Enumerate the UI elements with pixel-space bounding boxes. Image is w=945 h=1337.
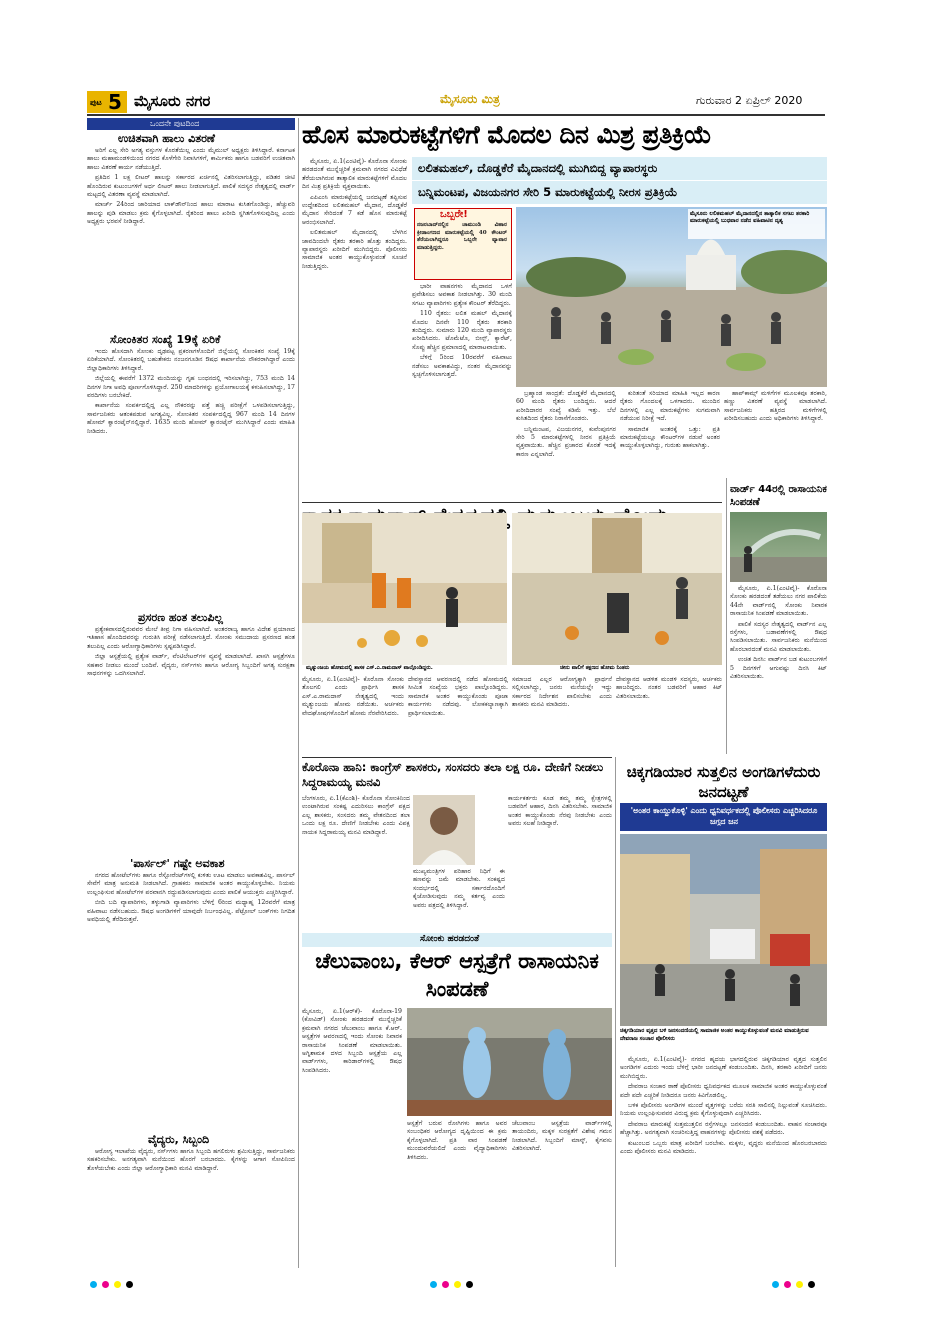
corona-col-3: ಕಾರ್ಯಕರ್ತರು ಕೂಡ ತಮ್ಮ ತಮ್ಮ ಕ್ಷೇತ್ರಗಳಲ್ಲಿ ಬಡವರಿಗೆ ಆಹಾರ, ದಿನಸಿ ವಿತರಿಸಬೇಕು. ಸಾಮಾಜಿಕ ಅಂತರ ಕಾಯ್ದುಕೊಂಡು ನೆರವು ನೀಡಬೇಕು ಎಂದು ಅವರು ಸಲಹೆ ನೀಡಿದ್ದಾರೆ. xyxy=(508,795,612,828)
yellow-dot xyxy=(114,1281,121,1288)
hospital-col-3: ಚೆಲುವಾಂಬ ಆಸ್ಪತ್ರೆಯ ವಾರ್ಡ್‌ಗಳಲ್ಲಿ ತಾಯಂದಿರು, ಮಕ್ಕಳ ಸುರಕ್ಷತೆಗೆ ವಿಶೇಷ ಗಮನ ನೀಡಲಾಗಿದೆ. ಸಿಬ್ಬಂದಿಗೆ ಮಾಸ್ಕ್, ಕೈಗವಸು ವಿತರಿಸಲಾಗಿದೆ. xyxy=(512,1120,612,1153)
homa-col-2: ದೇವಸ್ಥಾನದ ಆವರಣದಲ್ಲಿ ನಡೆದ ಹೋಮದಲ್ಲಿ ಸೀಮಿತ ಸಂಖ್ಯೆಯ ಭಕ್ತರು ಪಾಲ್ಗೊಂಡಿದ್ದರು. ಸಾಮಾಜಿಕ ಅಂತರ ಕಾಯ್ದುಕೊಂಡು ಪೂಜಾ ಕಾರ್ಯಗಳು ನಡೆದವು. ಲೋಕಕಲ್ಯಾಣಕ್ಕಾಗಿ ಪ್ರಾರ್ಥಿಸಲಾಯಿತು. xyxy=(408,676,508,717)
left-head-2: ಸೋಂಕಿತರ ಸಂಖ್ಯೆ 19ಕ್ಕೆ ಏರಿಕೆ xyxy=(110,333,221,346)
masthead-logo: ಮೈಸೂರು ಮಿತ್ರ xyxy=(440,92,500,106)
hospital-col-1: ಮೈಸೂರು, ಏ.1(ಆರ್‌ಕೆ)- ಕೊರೊನಾ-19 (ಕೋವಿಡ್) ಸೋಂಕು ಹರಡದಂತೆ ಮುನ್ನೆಚ್ಚರಿಕೆ ಕ್ರಮವಾಗಿ ನಗರದ ಚೆಲುವಾಂಬ ಹಾಗೂ ಕೆ.ಆರ್. ಆಸ್ಪತ್ರೆಗಳ ಆವರಣದಲ್ಲಿ ಇಂದು ಸೋಂಕು ನಿವಾರಕ ರಾಸಾಯನಿಕ ಸಿಂಪಡಣೆ ಮಾಡಲಾಯಿತು. ಅಗ್ನಿಶಾಮಕ ದಳದ ಸಿಬ್ಬಂದಿ ಆಸ್ಪತ್ರೆಯ ಎಲ್ಲ ವಾರ್ಡ್‌ಗಳು, ಕಾರಿಡಾರ್‌ಗಳಲ್ಲಿ ಔಷಧ ಸಿಂಪಡಿಸಿದರು. xyxy=(302,1008,402,1074)
corona-col-1: ಬೆಂಗಳೂರು, ಏ.1(ಕೆಎಂಶಿ)- ಕೊರೊನಾ ಸೋಂಕಿನಿಂದ ಉಂಟಾಗಿರುವ ಸಂಕಷ್ಟ ಎದುರಿಸಲು ಕಾಂಗ್ರೆಸ್ ಪಕ್ಷದ ಎಲ್ಲ ಶಾಸಕರು, ಸಂಸದರು ತಮ್ಮ ವೇತನದಿಂದ ತಲಾ ಒಂದು ಲಕ್ಷ ರೂ. ದೇಣಿಗೆ ನೀಡಬೇಕು ಎಂದು ವಿಪಕ್ಷ ನಾಯಕ ಸಿದ್ದರಾಮಯ್ಯ ಮನವಿ ಮಾಡಿದ್ದಾರೆ. xyxy=(302,795,410,836)
left-head-3: ಪ್ರಸರಣ ಹಂತ ತಲುಪಿಲ್ಲ xyxy=(138,611,223,624)
print-marks-left xyxy=(90,1273,138,1292)
magenta-dot xyxy=(784,1281,791,1288)
ward-headline: ವಾರ್ಡ್ 44ರಲ್ಲಿ ರಾಸಾಯನಿಕ ಸಿಂಪಡಣೆ xyxy=(730,484,827,508)
obbare-title: ಒಬ್ಬರೇ! xyxy=(440,209,468,220)
main-col-2: ಭಾರೀ ವಾಹನಗಳು ಮೈದಾನದ ಒಳಗೆ ಪ್ರವೇಶಿಸಲು ಅವಕಾಶ ನೀಡಲಾಗಿತ್ತು. 30 ಮಂದಿ ಸಗಟು ವ್ಯಾಪಾರಿಗಳು ಪ್ರತ್ಯೇಕ ಕೌಂಟರ್ ತೆರೆದಿದ್ದರು. 110 ರೈತರು: ಲಲಿತ ಮಹಲ್ ಮೈದಾನಕ್ಕೆ ಮೊದಲ ದಿನವೇ 110 ರೈತರು ತರಕಾರಿ ತಂದಿದ್ದರು. ಸುಮಾರು 120 ಮಂದಿ ವ್ಯಾಪಾರಸ್ಥರು ಖರೀದಿಸಿದರು. ಟೊಮೆಟೊ, ಬೀನ್ಸ್, ಕ್ಯಾರೆಟ್, ಸೊಪ್ಪು ಹೆಚ್ಚಿನ ಪ್ರಮಾಣದಲ್ಲಿ ಮಾರಾಟವಾಯಿತು. ಬೆಳಿಗ್ಗೆ 5ರಿಂದ 10ರವರೆಗೆ ವಹಿವಾಟು ನಡೆಸಲು ಅವಕಾಶವಿದ್ದು, ನಂತರ ಮೈದಾನವನ್ನು ಸ್ವಚ್ಛಗೊಳಿಸಲಾಗುತ್ತದೆ. xyxy=(412,283,512,379)
main-bullet-2: ಬನ್ನಿಮಂಟಪ, ವಿಜಯನಗರ ಸೇರಿ 5 ಮಾರುಕಟ್ಟೆಯಲ್ಲಿ ನೀರಸ ಪ್ರತಿಕ್ರಿಯೆ xyxy=(418,185,678,199)
homa-photo-right xyxy=(512,513,722,665)
ward-photo xyxy=(730,512,827,582)
homa-photo-left xyxy=(302,513,507,665)
issue-date: ಗುರುವಾರ 2 ಏಪ್ರಿಲ್ 2020 xyxy=(696,94,803,107)
left-body-5: ಆರೋಗ್ಯ ಇಲಾಖೆಯ ವೈದ್ಯರು, ನರ್ಸ್‌ಗಳು ಹಾಗೂ ಸಿಬ್ಬಂದಿ ಹಗಲಿರುಳು ಶ್ರಮಿಸುತ್ತಿದ್ದು, ಸಾರ್ವಜನಿಕರು ಸಹಕರಿಸಬೇಕು. ಅನಗತ್ಯವಾಗಿ ಮನೆಯಿಂದ ಹೊರಗೆ ಬರಬಾರದು. ಕೈಗಳನ್ನು ಆಗಾಗ ಸೋಪಿನಿಂದ ತೊಳೆಯಬೇಕು ಎಂದು ಜಿಲ್ಲಾ ಆರೋಗ್ಯಾಧಿಕಾರಿ ಮನವಿ ಮಾಡಿದ್ದಾರೆ. xyxy=(87,1148,295,1172)
homa-caption-left: ಮೃತ್ಯುಂಜಯ ಹೋಮದಲ್ಲಿ ಶಾಸಕ ಎಸ್.ಎ.ರಾಮದಾಸ್ ಪಾಲ್ಗೊಂಡಿದ್ದರು. xyxy=(306,665,433,671)
ward-spray-scene xyxy=(730,512,827,582)
header-rule xyxy=(87,114,825,116)
main-bullet-1: ಲಲಿತಮಹಲ್, ದೊಡ್ಡಕೆರೆ ಮೈದಾನದಲ್ಲಿ ಮುಗಿಬಿದ್ದ ವ್ಯಾಪಾರಸ್ಥರು xyxy=(418,161,658,175)
street-scene xyxy=(620,834,827,1026)
homa-col-4: ದೇವಸ್ಥಾನದ ಆಡಳಿತ ಮಂಡಳಿ ಸದಸ್ಯರು, ಅರ್ಚಕರು ಹಾಜರಿದ್ದರು. ನಂತರ ಬಡವರಿಗೆ ಆಹಾರ ಕಿಟ್ ವಿತರಿಸಲಾಯಿತು. xyxy=(616,676,722,700)
homa-left-scene xyxy=(302,513,507,665)
portrait-icon xyxy=(413,795,475,865)
black-dot xyxy=(466,1281,473,1288)
left-body-2: ಇಂದು ಹೊಸದಾಗಿ ಸೋಂಕು ದೃಢಪಟ್ಟ ಪ್ರಕರಣಗಳೊಂದಿಗೆ ಜಿಲ್ಲೆಯಲ್ಲಿ ಸೋಂಕಿತರ ಸಂಖ್ಯೆ 19ಕ್ಕೆ ಏರಿಕೆಯಾಗಿದೆ. ಸೋಂಕಿತರಲ್ಲಿ ಬಹುತೇಕರು ನಂಜನಗೂಡಿನ ಔಷಧ ಕಾರ್ಖಾನೆಯ ನೌಕರರಾಗಿದ್ದಾರೆ ಎಂದು ಜಿಲ್ಲಾಧಿಕಾರಿಗಳು ತಿಳಿಸಿದ್ದಾರೆ. ಜಿಲ್ಲೆಯಲ್ಲಿ ಈವರೆಗೆ 1372 ಮಂದಿಯನ್ನು ಗೃಹ ಬಂಧನದಲ್ಲಿ ಇರಿಸಲಾಗಿದ್ದು, 753 ಮಂದಿ 14 ದಿನಗಳ ನಿಗಾ ಅವಧಿ ಪೂರ್ಣಗೊಳಿಸಿದ್ದಾರೆ. 250 ಮಾದರಿಗಳನ್ನು ಪ್ರಯೋಗಾಲಯಕ್ಕೆ ಕಳುಹಿಸಲಾಗಿದ್ದು, 17 ವರದಿಗಳು ಬರಬೇಕಿದೆ. ಕಾರ್ಖಾನೆಯ ಸಂಪರ್ಕದಲ್ಲಿದ್ದ ಎಲ್ಲ ನೌಕರರನ್ನು ಪತ್ತೆ ಹಚ್ಚಿ ಪರೀಕ್ಷೆಗೆ ಒಳಪಡಿಸಲಾಗುತ್ತಿದ್ದು, ಸಾರ್ವಜನಿಕರು ಆತಂಕಪಡುವ ಅಗತ್ಯವಿಲ್ಲ. ಸೋಂಕಿತರ ಸಂಪರ್ಕದಲ್ಲಿದ್ದ 967 ಮಂದಿ 14 ದಿನಗಳ ಹೋಮ್ ಕ್ವಾರಂಟೈನ್‌ನಲ್ಲಿದ್ದಾರೆ. 1635 ಮಂದಿ ಹೋಮ್ ಕ್ವಾರಂಟೈನ್ ಮುಗಿಸಿದ್ದಾರೆ ಎಂದು ಮಾಹಿತಿ ನೀಡಿದರು. xyxy=(87,348,295,435)
page-label: ಪುಟ xyxy=(90,98,102,107)
left-kicker: ಒಂದನೇ ಪುಟದಿಂದ xyxy=(150,119,200,128)
magenta-dot xyxy=(102,1281,109,1288)
homa-right-scene xyxy=(512,513,722,665)
left-body-3: ಪ್ರತ್ಯೇಕವಾಸದಲ್ಲಿರುವವರ ಮೇಲೆ ತೀವ್ರ ನಿಗಾ ವಹಿಸಲಾಗಿದೆ. ಅಂತರರಾಜ್ಯ ಹಾಗೂ ವಿದೇಶ ಪ್ರಯಾಣದ ಇತಿಹಾಸ ಹೊಂದಿದವರನ್ನು ಗುರುತಿಸಿ ಪರೀಕ್ಷೆ ನಡೆಸಲಾಗುತ್ತಿದೆ. ಸೋಂಕು ಸಮುದಾಯ ಪ್ರಸರಣದ ಹಂತ ತಲುಪಿಲ್ಲ ಎಂದು ಆರೋಗ್ಯಾಧಿಕಾರಿಗಳು ಸ್ಪಷ್ಟಪಡಿಸಿದ್ದಾರೆ. ಜಿಲ್ಲಾ ಆಸ್ಪತ್ರೆಯಲ್ಲಿ ಪ್ರತ್ಯೇಕ ವಾರ್ಡ್, ವೆಂಟಿಲೇಟರ್‌ಗಳ ವ್ಯವಸ್ಥೆ ಮಾಡಲಾಗಿದೆ. ಖಾಸಗಿ ಆಸ್ಪತ್ರೆಗಳೂ ಸಹಕಾರ ನೀಡಲು ಮುಂದೆ ಬಂದಿವೆ. ವೈದ್ಯರು, ನರ್ಸ್‌ಗಳು ಹಾಗೂ ಆರೋಗ್ಯ ಸಿಬ್ಬಂದಿಗೆ ಅಗತ್ಯ ಸುರಕ್ಷತಾ ಸಾಧನಗಳನ್ನು ಒದಗಿಸಲಾಗಿದೆ. xyxy=(87,626,295,678)
market-caption: ಚಿಕ್ಕಗಡಿಯಾರ ವೃತ್ತದ ಬಳಿ ಜನಸಂದಣಿಯಲ್ಲಿ ಸಾಮಾಜಿಕ ಅಂತರ ಕಾಯ್ದುಕೊಳ್ಳುವಂತೆ ಮನವಿ ಮಾಡುತ್ತಿರುವ ದೇವರಾಜ ಸಂಚಾರ ಪೊಲೀಸರು xyxy=(620,1028,809,1042)
market-left-divider xyxy=(615,757,616,1267)
obbare-text: ನಜರಬಾದ್‌ನಲ್ಲಿನ ಚಾಮುಂಡಿ ವಿಹಾರ ಕ್ರೀಡಾಂಗಣದ ಮಾರುಕಟ್ಟೆಯಲ್ಲಿ 40 ಕೌಂಟರ್ ತೆರೆಯಲಾಗಿದ್ದರೂ ಒಬ್ಬರೇ ವ್ಯಾಪಾರ ಮಾಡುತ್ತಿದ್ದರು. xyxy=(417,222,507,251)
yellow-dot xyxy=(796,1281,803,1288)
main-col-3: ಬ್ರಹ್ಮಾಂಡ ಸಾಂದ್ರತೆ: ದೊಡ್ಡಕೆರೆ ಮೈದಾನದಲ್ಲಿ 60 ಮಂದಿ ರೈತರು ಬಂದಿದ್ದರು. ಆದರೆ ಖರೀದಿದಾರರ ಸಂಖ್ಯೆ ಕಡಿಮೆ ಇತ್ತು. ಬೆಲೆ ಕುಸಿತದಿಂದ ರೈತರು ನಿರಾಸೆಗೊಂಡರು. ಬನ್ನಿಮಂಟಪ, ವಿಜಯನಗರ, ಕುವೆಂಪುನಗರ ಸೇರಿ 5 ಮಾರುಕಟ್ಟೆಗಳಲ್ಲಿ ನೀರಸ ಪ್ರತಿಕ್ರಿಯೆ ವ್ಯಕ್ತವಾಯಿತು. ಹೆಚ್ಚಿನ ಪ್ರಚಾರದ ಕೊರತೆ ಇದಕ್ಕೆ ಕಾರಣ ಎನ್ನಲಾಗಿದೆ. xyxy=(516,390,616,458)
print-marks-center xyxy=(430,1273,478,1292)
main-col-4: ಕುರಿತಂತೆ ಸರಿಯಾದ ಮಾಹಿತಿ ಇಲ್ಲದ ಕಾರಣ ರೈತರು ಗೊಂದಲಕ್ಕೆ ಒಳಗಾದರು. ಮುಂದಿನ ದಿನಗಳಲ್ಲಿ ಎಲ್ಲ ಮಾರುಕಟ್ಟೆಗಳು ಸುಗಮವಾಗಿ ನಡೆಯುವ ನಿರೀಕ್ಷೆ ಇದೆ. ಸಾಮಾಜಿಕ ಅಂತರಕ್ಕೆ ಒತ್ತು: ಪ್ರತಿ ಮಾರುಕಟ್ಟೆಯಲ್ಲೂ ಕೌಂಟರ್‌ಗಳ ನಡುವೆ ಅಂತರ ಕಾಯ್ದುಕೊಳ್ಳಲಾಗಿದ್ದು, ಗುರುತು ಹಾಕಲಾಗಿತ್ತು. xyxy=(620,390,720,450)
homa-col-3: ಸಮಾಜದ ಎಲ್ಲರ ಆರೋಗ್ಯಕ್ಕಾಗಿ ಪ್ರಾರ್ಥನೆ ಸಲ್ಲಿಸಲಾಗಿದ್ದು, ಜನರು ಮನೆಯಲ್ಲೇ ಇದ್ದು ಸರ್ಕಾರದ ನಿರ್ದೇಶನ ಪಾಲಿಸಬೇಕು ಎಂದು ಶಾಸಕರು ಮನವಿ ಮಾಡಿದರು. xyxy=(512,676,612,709)
hospital-headline: ಚೆಲುವಾಂಬ, ಕೆಆರ್ ಆಸ್ಪತ್ರೆಗೆ ರಾಸಾಯನಿಕ ಸಿಂಪಡಣೆ xyxy=(315,949,599,1001)
market-sub: 'ಅಂತರ ಕಾಯ್ದುಕೊಳ್ಳಿ' ಎಂದು ಧ್ವನಿವರ್ಧಕದಲ್ಲಿ ಪೊಲೀಸರು ಎಚ್ಚರಿಸಿದರೂ ಜಗ್ಗದ ಜನ xyxy=(630,806,818,826)
market-body: ಮೈಸೂರು, ಏ.1(ಎಂಟಿವೈ)- ನಗರದ ಹೃದಯ ಭಾಗದಲ್ಲಿರುವ ಚಿಕ್ಕಗಡಿಯಾರ ವೃತ್ತದ ಸುತ್ತಲಿನ ಅಂಗಡಿಗಳ ಎದುರು ಇಂದು ಬೆಳಿಗ್ಗೆ ಭಾರೀ ಜನದಟ್ಟಣೆ ಕಂಡುಬಂದಿತು. ದಿನಸಿ, ತರಕಾರಿ ಖರೀದಿಗೆ ಜನರು ಮುಗಿಬಿದ್ದರು. ದೇವರಾಜ ಸಂಚಾರ ಠಾಣೆ ಪೊಲೀಸರು ಧ್ವನಿವರ್ಧಕದ ಮೂಲಕ ಸಾಮಾಜಿಕ ಅಂತರ ಕಾಯ್ದುಕೊಳ್ಳುವಂತೆ ಪದೇ ಪದೇ ಎಚ್ಚರಿಕೆ ನೀಡಿದರೂ ಜನರು ಕಿವಿಗೊಡಲಿಲ್ಲ. ಬಳಿಕ ಪೊಲೀಸರು ಅಂಗಡಿಗಳ ಮುಂದೆ ವೃತ್ತಗಳನ್ನು ಬರೆದು ಸರತಿ ಸಾಲಿನಲ್ಲಿ ನಿಲ್ಲುವಂತೆ ಸೂಚಿಸಿದರು. ನಿಯಮ ಉಲ್ಲಂಘಿಸುವವರ ವಿರುದ್ಧ ಕ್ರಮ ಕೈಗೊಳ್ಳುವುದಾಗಿ ಎಚ್ಚರಿಸಿದರು. ದೇವರಾಜ ಮಾರುಕಟ್ಟೆ ಸುತ್ತಮುತ್ತಲಿನ ರಸ್ತೆಗಳಲ್ಲೂ ಜನಸಂದಣಿ ಕಂಡುಬಂದಿತು. ವಾಹನ ಸಂಚಾರವೂ ಹೆಚ್ಚಾಗಿತ್ತು. ಅನಗತ್ಯವಾಗಿ ಸಂಚರಿಸುತ್ತಿದ್ದ ವಾಹನಗಳನ್ನು ಪೊಲೀಸರು ವಶಕ್ಕೆ ಪಡೆದರು. ಕುಟುಂಬದ ಒಬ್ಬರು ಮಾತ್ರ ಖರೀದಿಗೆ ಬರಬೇಕು. ಮಕ್ಕಳು, ವೃದ್ಧರು ಮನೆಯಿಂದ ಹೊರಬರಬಾರದು ಎಂದು ಪೊಲೀಸರು ಮನವಿ ಮಾಡಿದರು. xyxy=(620,1056,827,1156)
magenta-dot xyxy=(442,1281,449,1288)
left-head-5: ವೈದ್ಯರು, ಸಿಬ್ಬಂದಿ xyxy=(148,1133,210,1146)
main-col-5: ಹಾಪ್‌ಕಾಮ್ಸ್ ಮಳಿಗೆಗಳ ಮೂಲಕವೂ ತರಕಾರಿ, ಹಣ್ಣು ವಿತರಣೆ ವ್ಯವಸ್ಥೆ ಮಾಡಲಾಗಿದೆ. ಸಾರ್ವಜನಿಕರು ಹತ್ತಿರದ ಮಳಿಗೆಗಳಲ್ಲಿ ಖರೀದಿಸಬಹುದು ಎಂದು ಅಧಿಕಾರಿಗಳು ತಿಳಿಸಿದ್ದಾರೆ. xyxy=(724,390,827,423)
left-body-1: ಅರಿಗೆ ಎಲ್ಲ ಸೇರಿ ಅಗತ್ಯ ವಸ್ತುಗಳ ಕೊರತೆಯಿಲ್ಲ ಎಂದು ಮೈಮುಲ್ ಅಧ್ಯಕ್ಷರು ತಿಳಿಸಿದ್ದಾರೆ. ಕರ್ನಾಟಕ ಹಾಲು ಮಹಾಮಂಡಳಿಯಿಂದ ನಗರದ ಕೊಳೆಗೇರಿ ನಿವಾಸಿಗಳಿಗೆ, ಕಾರ್ಮಿಕರು ಹಾಗೂ ಬಡವರಿಗೆ ಉಚಿತವಾಗಿ ಹಾಲು ವಿತರಣೆ ಕಾರ್ಯ ನಡೆಯುತ್ತಿದೆ. ಪ್ರತಿದಿನ 1 ಲಕ್ಷ ಲೀಟರ್ ಹಾಲನ್ನು ಸರ್ಕಾರದ ಖರ್ಚಿನಲ್ಲಿ ವಿತರಿಸಲಾಗುತ್ತಿದ್ದು, ಪಡಿತರ ಚೀಟಿ ಹೊಂದಿರುವ ಕುಟುಂಬಗಳಿಗೆ ಅರ್ಧ ಲೀಟರ್ ಹಾಲು ನೀಡಲಾಗುತ್ತಿದೆ. ಪಾಲಿಕೆ ಸದಸ್ಯರ ನೇತೃತ್ವದಲ್ಲಿ ವಾರ್ಡ್ ಮಟ್ಟದಲ್ಲಿ ವಿತರಣಾ ವ್ಯವಸ್ಥೆ ಮಾಡಲಾಗಿದೆ. ಮಾರ್ಚ್ 24ರಿಂದ ಜಾರಿಯಾದ ಲಾಕ್‌ಡೌನ್‌ನಿಂದ ಹಾಲು ಮಾರಾಟ ಕುಸಿತಗೊಂಡಿದ್ದು, ಹೆಚ್ಚುವರಿ ಹಾಲನ್ನು ಪುಡಿ ಮಾಡಲು ಕ್ರಮ ಕೈಗೊಳ್ಳಲಾಗಿದೆ. ರೈತರಿಂದ ಹಾಲು ಖರೀದಿ ಸ್ಥಗಿತಗೊಳಿಸುವುದಿಲ್ಲ ಎಂದು ಅಧ್ಯಕ್ಷರು ಭರವಸೆ ನೀಡಿದ್ದಾರೆ. xyxy=(87,147,295,226)
market-headline: ಚಿಕ್ಕಗಡಿಯಾರ ಸುತ್ತಲಿನ ಅಂಗಡಿಗಳೆದುರು ಜನದಟ್ಟಣೆ xyxy=(626,763,821,801)
corona-col-2: ಮುಖ್ಯಮಂತ್ರಿಗಳ ಪರಿಹಾರ ನಿಧಿಗೆ ಈ ಹಣವನ್ನು ಜಮೆ ಮಾಡಬೇಕು. ಸಂಕಷ್ಟದ ಸಂದರ್ಭದಲ್ಲಿ ಸರ್ಕಾರದೊಂದಿಗೆ ಕೈಜೋಡಿಸುವುದು ನಮ್ಮ ಕರ್ತವ್ಯ ಎಂದು ಅವರು ಪತ್ರದಲ್ಲಿ ತಿಳಿಸಿದ್ದಾರೆ. xyxy=(413,868,505,909)
siddaramaiah-photo xyxy=(413,795,475,865)
yellow-dot xyxy=(454,1281,461,1288)
hospital-photo xyxy=(407,1008,612,1116)
market-street-photo xyxy=(620,834,827,1026)
corona-top-rule xyxy=(302,757,612,758)
main-photo-caption: ಮೈಸೂರು ಲಲಿತಮಹಲ್ ಮೈದಾನದಲ್ಲಿನ ತಾತ್ಕಾಲಿಕ ಸಗಟು ತರಕಾರಿ ಮಾರುಕಟ್ಟೆಯಲ್ಲಿ ಬುಧವಾರ ನಡೆದ ವಹಿವಾಟಿನ ದೃಶ್ಯ xyxy=(690,211,810,224)
section-title: ಮೈಸೂರು ನಗರ xyxy=(134,92,211,110)
ward-body: ಮೈಸೂರು, ಏ.1(ಎಂಟಿವೈ)- ಕೊರೊನಾ ಸೋಂಕು ಹರಡದಂತೆ ತಡೆಯಲು ನಗರ ಪಾಲಿಕೆಯ 44ನೇ ವಾರ್ಡ್‌ನಲ್ಲಿ ಸೋಂಕು ನಿವಾರಕ ರಾಸಾಯನಿಕ ಸಿಂಪಡಣೆ ಮಾಡಲಾಯಿತು. ಪಾಲಿಕೆ ಸದಸ್ಯರ ನೇತೃತ್ವದಲ್ಲಿ ವಾರ್ಡ್‌ನ ಎಲ್ಲ ರಸ್ತೆಗಳು, ಬಡಾವಣೆಗಳಲ್ಲಿ ಔಷಧ ಸಿಂಪಡಿಸಲಾಯಿತು. ಸಾರ್ವಜನಿಕರು ಮನೆಯಿಂದ ಹೊರಬಾರದಂತೆ ಮನವಿ ಮಾಡಲಾಯಿತು. ಉಚಿತ ದಿನಸಿ: ವಾರ್ಡ್‌ನ ಬಡ ಕುಟುಂಬಗಳಿಗೆ 5 ದಿನಗಳಿಗೆ ಆಗುವಷ್ಟು ದಿನಸಿ ಕಿಟ್ ವಿತರಿಸಲಾಯಿತು. xyxy=(730,585,827,681)
hospital-kicker: ಸೋಂಕು ಹರಡದಂತೆ xyxy=(420,934,480,944)
cyan-dot xyxy=(90,1281,97,1288)
print-marks-right xyxy=(772,1273,820,1292)
left-head-1: ಉಚಿತವಾಗಿ ಹಾಲು ವಿತರಣೆ xyxy=(118,132,215,145)
main-col-1: ಮೈಸೂರು, ಏ.1(ಎಂಟಿವೈ)- ಕೊರೊನಾ ಸೋಂಕು ಹರಡದಂತೆ ಮುನ್ನೆಚ್ಚರಿಕೆ ಕ್ರಮವಾಗಿ ನಗರದ ವಿವಿಧೆಡೆ ತೆರೆಯಲಾಗಿರುವ ತಾತ್ಕಾಲಿಕ ಮಾರುಕಟ್ಟೆಗಳಿಗೆ ಮೊದಲ ದಿನ ಮಿಶ್ರ ಪ್ರತಿಕ್ರಿಯೆ ವ್ಯಕ್ತವಾಯಿತು. ಎಪಿಎಂಸಿ ಮಾರುಕಟ್ಟೆಯಲ್ಲಿ ಜನದಟ್ಟಣೆ ತಪ್ಪಿಸುವ ಉದ್ದೇಶದಿಂದ ಲಲಿತಮಹಲ್ ಮೈದಾನ, ದೊಡ್ಡಕೆರೆ ಮೈದಾನ ಸೇರಿದಂತೆ 7 ಕಡೆ ಹೊಸ ಮಾರುಕಟ್ಟೆ ಆರಂಭಿಸಲಾಗಿದೆ. ಲಲಿತಮಹಲ್ ಮೈದಾನದಲ್ಲಿ ಬೆಳಗಿನ ಜಾವದಿಂದಲೇ ರೈತರು ತರಕಾರಿ ಹೊತ್ತು ತಂದಿದ್ದರು. ವ್ಯಾಪಾರಸ್ಥರು ಖರೀದಿಗೆ ಮುಗಿಬಿದ್ದರು. ಪೊಲೀಸರು ಸಾಮಾಜಿಕ ಅಂತರ ಕಾಯ್ದುಕೊಳ್ಳುವಂತೆ ಸೂಚನೆ ನೀಡುತ್ತಿದ್ದರು. xyxy=(302,158,407,270)
cyan-dot xyxy=(430,1281,437,1288)
corona-headline: ಕೊರೊನಾ ಹಾನಿ: ಕಾಂಗ್ರೆಸ್ ಶಾಸಕರು, ಸಂಸದರು ತಲಾ ಲಕ್ಷ ರೂ. ದೇಣಿಗೆ ನೀಡಲು ಸಿದ್ದರಾಮಯ್ಯ ಮನವಿ xyxy=(302,760,604,789)
homa-col-1: ಮೈಸೂರು, ಏ.1(ಎಂಟಿವೈ)- ಕೊರೊನಾ ಸೋಂಕು ತೊಲಗಲಿ ಎಂದು ಪ್ರಾರ್ಥಿಸಿ ಶಾಸಕ ಎಸ್.ಎ.ರಾಮದಾಸ್ ನೇತೃತ್ವದಲ್ಲಿ ಇಂದು ಮೃತ್ಯುಂಜಯ ಹೋಮ ನಡೆಯಿತು. ಅರ್ಚಕರು ವೇದಘೋಷಗಳೊಂದಿಗೆ ಹೋಮ ನೆರವೇರಿಸಿದರು. xyxy=(302,676,404,717)
homa-caption-right: ಚೀನು ಪಾಲಿಗೆ ತಕ್ಷಣದ ಹೋಮ ನಿಂತರು xyxy=(560,665,630,671)
left-column-divider xyxy=(298,118,299,1268)
left-body-4: ನಗರದ ಹೋಟೆಲ್‌ಗಳು ಹಾಗೂ ರೆಸ್ಟೋರೆಂಟ್‌ಗಳಲ್ಲಿ ಕುಳಿತು ಊಟ ಮಾಡಲು ಅವಕಾಶವಿಲ್ಲ. ಪಾರ್ಸಲ್ ಸೇವೆಗೆ ಮಾತ್ರ ಅನುಮತಿ ನೀಡಲಾಗಿದೆ. ಗ್ರಾಹಕರು ಸಾಮಾಜಿಕ ಅಂತರ ಕಾಯ್ದುಕೊಳ್ಳಬೇಕು. ನಿಯಮ ಉಲ್ಲಂಘಿಸುವ ಹೋಟೆಲ್‌ಗಳ ಪರವಾನಗಿ ರದ್ದುಪಡಿಸಲಾಗುವುದು ಎಂದು ಪಾಲಿಕೆ ಆಯುಕ್ತರು ಎಚ್ಚರಿಸಿದ್ದಾರೆ. ಬೀದಿ ಬದಿ ವ್ಯಾಪಾರಿಗಳು, ತಳ್ಳುಗಾಡಿ ವ್ಯಾಪಾರಿಗಳು ಬೆಳಿಗ್ಗೆ 6ರಿಂದ ಮಧ್ಯಾಹ್ನ 12ರವರೆಗೆ ಮಾತ್ರ ವಹಿವಾಟು ನಡೆಸಬಹುದು. ಔಷಧ ಅಂಗಡಿಗಳಿಗೆ ಯಾವುದೇ ನಿರ್ಬಂಧವಿಲ್ಲ. ಪೆಟ್ರೋಲ್ ಬಂಕ್‌ಗಳು ನಿಗದಿತ ಅವಧಿಯಲ್ಲಿ ತೆರೆದಿರುತ್ತವೆ. xyxy=(87,872,295,924)
black-dot xyxy=(808,1281,815,1288)
hospital-spray-scene xyxy=(407,1008,612,1116)
cyan-dot xyxy=(772,1281,779,1288)
main-headline: ಹೊಸ ಮಾರುಕಟ್ಟೆಗಳಿಗೆ ಮೊದಲ ದಿನ ಮಿಶ್ರ ಪ್ರತಿಕ್ರಿಯೆ xyxy=(302,120,712,149)
hospital-col-2: ಆಸ್ಪತ್ರೆಗೆ ಬರುವ ರೋಗಿಗಳು ಹಾಗೂ ಅವರ ಸಂಬಂಧಿಕರ ಆರೋಗ್ಯದ ದೃಷ್ಟಿಯಿಂದ ಈ ಕ್ರಮ ಕೈಗೊಳ್ಳಲಾಗಿದೆ. ಪ್ರತಿ ವಾರ ಸಿಂಪಡಣೆ ಮುಂದುವರೆಯಲಿದೆ ಎಂದು ವೈದ್ಯಾಧಿಕಾರಿಗಳು ತಿಳಿಸಿದರು. xyxy=(407,1120,507,1161)
page-number: 5 xyxy=(108,90,122,114)
black-dot xyxy=(126,1281,133,1288)
left-head-4: 'ಪಾರ್ಸಲ್' ಗಷ್ಟೇ ಅವಕಾಶ xyxy=(130,857,225,870)
